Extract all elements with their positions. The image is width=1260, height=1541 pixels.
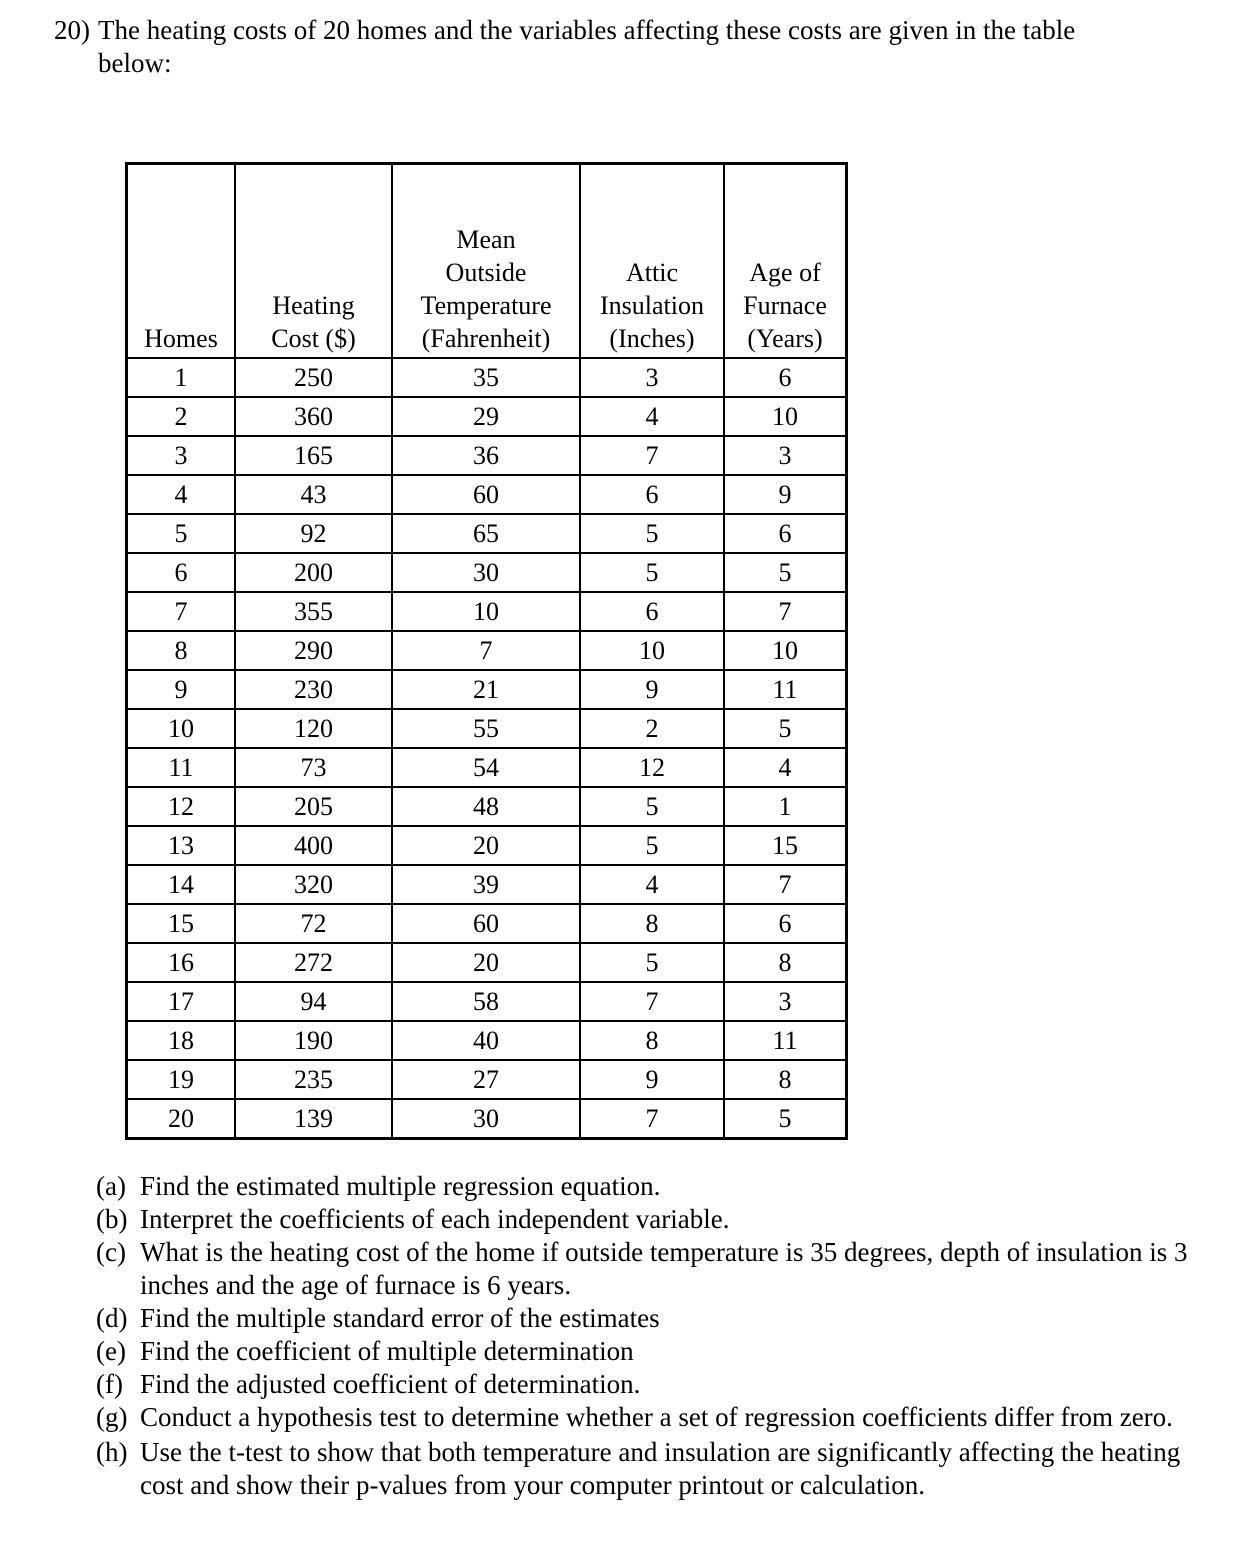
- table-row: [127, 787, 847, 826]
- cell-furnace-age: 6: [724, 514, 847, 553]
- cell-furnace-age: 11: [724, 670, 847, 709]
- part-label: (a): [96, 1171, 126, 1201]
- cell-heating-cost: 43: [235, 475, 392, 514]
- cell-home: 5: [127, 514, 236, 553]
- cell-temperature: 60: [392, 475, 580, 514]
- cell-home: 14: [127, 865, 236, 904]
- table-row: [127, 397, 847, 436]
- table-row: [127, 670, 847, 709]
- part-label: (f): [96, 1369, 123, 1399]
- cell-home: 18: [127, 1021, 236, 1060]
- cell-temperature: 27: [392, 1060, 580, 1099]
- part-label: (e): [96, 1336, 126, 1366]
- cell-temperature: 54: [392, 748, 580, 787]
- cell-heating-cost: 290: [235, 631, 392, 670]
- cell-heating-cost: 320: [235, 865, 392, 904]
- cell-furnace-age: 4: [724, 748, 847, 787]
- cell-furnace-age: 5: [724, 709, 847, 748]
- cell-furnace-age: 6: [724, 904, 847, 943]
- cell-furnace-age: 11: [724, 1021, 847, 1060]
- table-row: [127, 865, 847, 904]
- cell-insulation: 2: [580, 709, 724, 748]
- cell-insulation: 8: [580, 904, 724, 943]
- cell-temperature: 20: [392, 943, 580, 982]
- table-row: [127, 1060, 847, 1099]
- cell-heating-cost: 165: [235, 436, 392, 475]
- table-row: [127, 631, 847, 670]
- table-row: [127, 748, 847, 787]
- cell-insulation: 5: [580, 826, 724, 865]
- part-f: [96, 1368, 1196, 1401]
- cell-temperature: 36: [392, 436, 580, 475]
- cell-home: 15: [127, 904, 236, 943]
- cell-furnace-age: 1: [724, 787, 847, 826]
- part-text: Interpret the coefficients of each independent variable.: [140, 1204, 730, 1234]
- cell-furnace-age: 3: [724, 436, 847, 475]
- cell-home: 12: [127, 787, 236, 826]
- part-text: Find the adjusted coefficient of determination.: [140, 1369, 641, 1399]
- cell-home: 17: [127, 982, 236, 1021]
- cell-temperature: 48: [392, 787, 580, 826]
- cell-heating-cost: 190: [235, 1021, 392, 1060]
- cell-insulation: 3: [580, 358, 724, 397]
- table-row: [127, 826, 847, 865]
- cell-home: 8: [127, 631, 236, 670]
- part-label: (b): [96, 1204, 128, 1234]
- cell-temperature: 35: [392, 358, 580, 397]
- cell-insulation: 7: [580, 982, 724, 1021]
- part-text: What is the heating cost of the home if outside temperature is 35 degrees, depth of insulation is 3 inches and the age of furnace is 6 years.: [140, 1237, 1188, 1300]
- cell-furnace-age: 10: [724, 397, 847, 436]
- cell-temperature: 60: [392, 904, 580, 943]
- table-row: [127, 592, 847, 631]
- table-row: [127, 514, 847, 553]
- table-row: [127, 436, 847, 475]
- cell-home: 6: [127, 553, 236, 592]
- cell-temperature: 20: [392, 826, 580, 865]
- cell-heating-cost: 139: [235, 1099, 392, 1139]
- cell-temperature: 29: [392, 397, 580, 436]
- cell-temperature: 40: [392, 1021, 580, 1060]
- cell-home: 4: [127, 475, 236, 514]
- part-label: (c): [96, 1237, 126, 1267]
- cell-furnace-age: 8: [724, 1060, 847, 1099]
- table-row: [127, 709, 847, 748]
- part-text: Find the estimated multiple regression equation.: [140, 1171, 661, 1201]
- part-g: [96, 1401, 1196, 1434]
- cell-heating-cost: 92: [235, 514, 392, 553]
- cell-temperature: 65: [392, 514, 580, 553]
- cell-home: 11: [127, 748, 236, 787]
- cell-home: 19: [127, 1060, 236, 1099]
- cell-furnace-age: 10: [724, 631, 847, 670]
- part-label: (d): [96, 1303, 128, 1333]
- cell-heating-cost: 205: [235, 787, 392, 826]
- cell-heating-cost: 235: [235, 1060, 392, 1099]
- question-parts-list: [96, 1170, 1196, 1502]
- part-a: [96, 1170, 1196, 1203]
- part-b: [96, 1203, 1196, 1236]
- table-header-row: [127, 164, 847, 359]
- cell-insulation: 7: [580, 1099, 724, 1139]
- table-row: [127, 943, 847, 982]
- cell-home: 2: [127, 397, 236, 436]
- cell-home: 20: [127, 1099, 236, 1139]
- part-h: [96, 1436, 1196, 1502]
- cell-temperature: 30: [392, 553, 580, 592]
- table-row: [127, 553, 847, 592]
- question-line-2: below:: [98, 48, 172, 78]
- question-text: [54, 14, 1174, 80]
- cell-heating-cost: 94: [235, 982, 392, 1021]
- heating-cost-table: [125, 162, 848, 1140]
- cell-furnace-age: 3: [724, 982, 847, 1021]
- part-label: (h): [96, 1437, 128, 1467]
- header-mean-outside-temperature: Mean Outside Temperature (Fahrenheit): [392, 164, 580, 359]
- header-attic-insulation: Attic Insulation (Inches): [580, 164, 724, 359]
- cell-insulation: 5: [580, 787, 724, 826]
- cell-temperature: 55: [392, 709, 580, 748]
- cell-insulation: 12: [580, 748, 724, 787]
- part-e: [96, 1335, 1196, 1368]
- cell-heating-cost: 120: [235, 709, 392, 748]
- cell-insulation: 9: [580, 1060, 724, 1099]
- cell-insulation: 10: [580, 631, 724, 670]
- cell-insulation: 4: [580, 865, 724, 904]
- cell-heating-cost: 360: [235, 397, 392, 436]
- cell-heating-cost: 230: [235, 670, 392, 709]
- part-d: [96, 1302, 1196, 1335]
- header-age-of-furnace: Age of Furnace (Years): [724, 164, 847, 359]
- cell-home: 10: [127, 709, 236, 748]
- cell-furnace-age: 15: [724, 826, 847, 865]
- question-intro: The heating costs of 20 homes and the variables affecting these costs are given in the table: [98, 15, 1076, 45]
- cell-furnace-age: 5: [724, 553, 847, 592]
- cell-home: 3: [127, 436, 236, 475]
- cell-furnace-age: 7: [724, 592, 847, 631]
- cell-furnace-age: 5: [724, 1099, 847, 1139]
- cell-heating-cost: 250: [235, 358, 392, 397]
- cell-home: 13: [127, 826, 236, 865]
- table-row: [127, 1021, 847, 1060]
- cell-temperature: 7: [392, 631, 580, 670]
- cell-temperature: 30: [392, 1099, 580, 1139]
- part-text: Find the multiple standard error of the estimates: [140, 1303, 660, 1333]
- part-text: Conduct a hypothesis test to determine whether a set of regression coefficients differ from zero.: [140, 1402, 1173, 1432]
- cell-temperature: 58: [392, 982, 580, 1021]
- table-row: [127, 904, 847, 943]
- cell-insulation: 6: [580, 475, 724, 514]
- cell-furnace-age: 8: [724, 943, 847, 982]
- cell-home: 1: [127, 358, 236, 397]
- cell-furnace-age: 7: [724, 865, 847, 904]
- cell-temperature: 21: [392, 670, 580, 709]
- cell-insulation: 5: [580, 514, 724, 553]
- part-text: Find the coefficient of multiple determination: [140, 1336, 634, 1366]
- cell-insulation: 8: [580, 1021, 724, 1060]
- cell-insulation: 5: [580, 553, 724, 592]
- cell-home: 16: [127, 943, 236, 982]
- cell-heating-cost: 400: [235, 826, 392, 865]
- header-homes: Homes: [127, 164, 236, 359]
- question-number: 20): [54, 15, 90, 45]
- header-heating-cost: Heating Cost ($): [235, 164, 392, 359]
- cell-home: 7: [127, 592, 236, 631]
- cell-heating-cost: 73: [235, 748, 392, 787]
- cell-insulation: 9: [580, 670, 724, 709]
- cell-temperature: 39: [392, 865, 580, 904]
- table-row: [127, 475, 847, 514]
- part-label: (g): [96, 1402, 128, 1432]
- cell-insulation: 6: [580, 592, 724, 631]
- part-c: [96, 1236, 1196, 1302]
- cell-heating-cost: 72: [235, 904, 392, 943]
- part-text: Use the t-test to show that both temperature and insulation are significantly affecting the heating cost and show their p-values from your computer printout or calculation.: [140, 1437, 1181, 1500]
- question-line-1: [54, 14, 1174, 47]
- table-row: [127, 982, 847, 1021]
- cell-insulation: 4: [580, 397, 724, 436]
- cell-insulation: 5: [580, 943, 724, 982]
- cell-temperature: 10: [392, 592, 580, 631]
- cell-furnace-age: 9: [724, 475, 847, 514]
- cell-insulation: 7: [580, 436, 724, 475]
- cell-furnace-age: 6: [724, 358, 847, 397]
- table-row: [127, 1099, 847, 1139]
- cell-heating-cost: 355: [235, 592, 392, 631]
- cell-heating-cost: 272: [235, 943, 392, 982]
- table-row: [127, 358, 847, 397]
- cell-home: 9: [127, 670, 236, 709]
- cell-heating-cost: 200: [235, 553, 392, 592]
